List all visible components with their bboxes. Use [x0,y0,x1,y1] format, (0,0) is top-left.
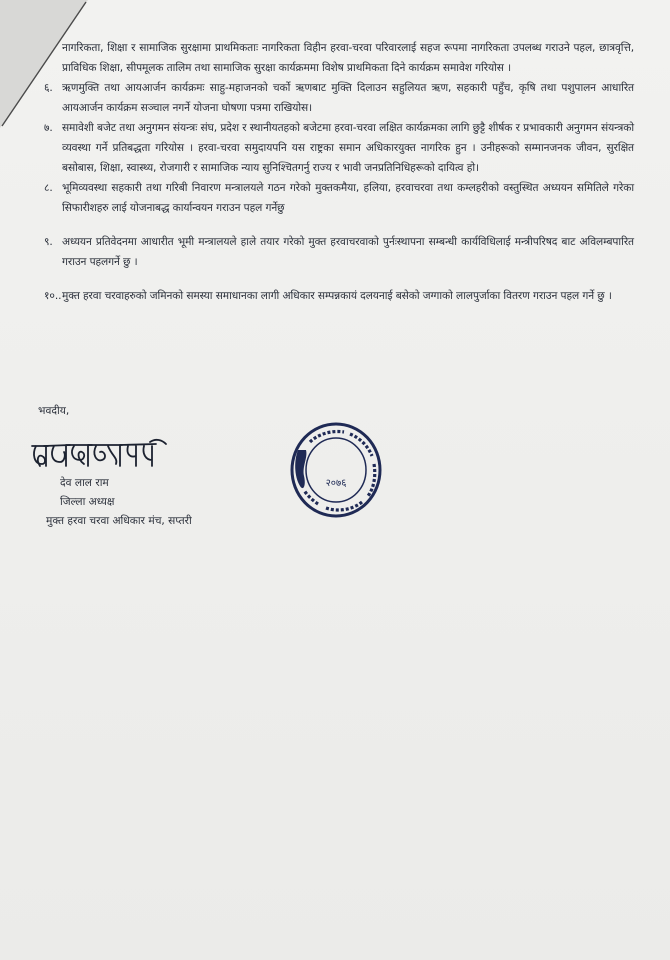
item-text: भूमिव्यवस्था सहकारी तथा गरिबी निवारण मन्त्रालयले गठन गरेको मुक्तकमैया, हलिया, हरवाचरवा तथा कम्लहरीको वस्तुस्थित अध्ययन समितिले गरेका सिफारीशहरु लाई योजनाबद्ध कार्यान्वयन गराउन पहल गर्नेछु [62,182,634,214]
item-text: अध्ययन प्रतिवेदनमा आधारीत भूमी मन्त्रालयले हाले तयार गरेको मुक्त हरवाचरवाको पुर्नःस्थापना सम्बन्धी कार्यविधिलाई मन्त्रीपरिषद बाट अविलम्बपारित गराउन पहलगर्ने छु । [62,236,634,268]
signer-title: जिल्ला अध्यक्ष [60,496,115,508]
signer-organization: मुक्त हरवा चरवा अधिकार मंच, सप्तरी [46,515,192,527]
signer-name: देव लाल राम [60,477,109,489]
item-number: ७. [44,122,53,134]
item-number: १०.. [44,290,62,302]
item-number: ९. [44,236,53,248]
item-text: ऋणमुक्ति तथा आयआर्जन कार्यक्रमः साहु-महाजनको चर्को ऋणबाट मुक्ति दिलाउन सहुलियत ऋण, सहकारी पहुँच, कृषि तथा पशुपालन आधारित आयआर्जन कार्यक्रम सञ्चाल नगर्ने योजना घोषणा पत्रमा राखियोस। [62,82,634,114]
item-text: समावेशी बजेट तथा अनुगमन संयन्त्रः संघ, प्रदेश र स्थानीयतहको बजेटमा हरवा-चरवा लक्षित कार्यक्रमका लागि छुट्टै शीर्षक र प्रभावकारी अनुगमन संयन्त्रको व्यवस्था गर्ने प्रतिबद्धता गरियोस । हरवा-चरवा समुदायपनि यस राष्ट्रका समान अधिकारयुक्त नागरिक हुन । उनीहरूको सम्मानजनक जीवन, सुरक्षित बसोबास, शिक्षा, स्वास्थ्य, रोजगारी र सामाजिक न्याय सुनिश्चितगर्नु राज्य र भावी जनप्रतिनिधिहरूको दायित्व हो। [62,122,634,174]
stamp-year: २०७६ [325,478,347,489]
item-number: ६. [44,82,53,94]
list-item [44,286,634,306]
organization-stamp [288,420,384,520]
list-item [44,38,634,78]
item-number [44,38,62,78]
list-item [44,78,634,118]
closing-salutation: भवदीय, [38,405,70,417]
list-item [44,118,634,178]
list-item [44,178,634,218]
item-number: ८. [44,182,53,194]
item-text: मुक्त हरवा चरवाहरुको जमिनको समस्या समाधानका लागी अधिकार सम्पन्नकायं दलयनाई बसेको जग्गाको लालपुर्जाका वितरण गराउन पहल गर्ने छु । [62,290,612,302]
handwritten-signature [30,432,170,480]
numbered-list [44,38,634,306]
item-text: नागरिकता, शिक्षा र सामाजिक सुरक्षामा प्राथमिकताः नागरिकता विहीन हरवा-चरवा परिवारलाई सहज रूपमा नागरिकता उपलब्ध गराउने पहल, छात्रवृत्ति, प्राविधिक शिक्षा, सीपमूलक तालिम तथा सामाजिक सुरक्षा कार्यक्रममा विशेष प्राथमिकता दिने कार्यक्रम समावेश गरियोस । [62,42,634,74]
list-item [44,232,634,272]
signer-block [46,474,192,531]
